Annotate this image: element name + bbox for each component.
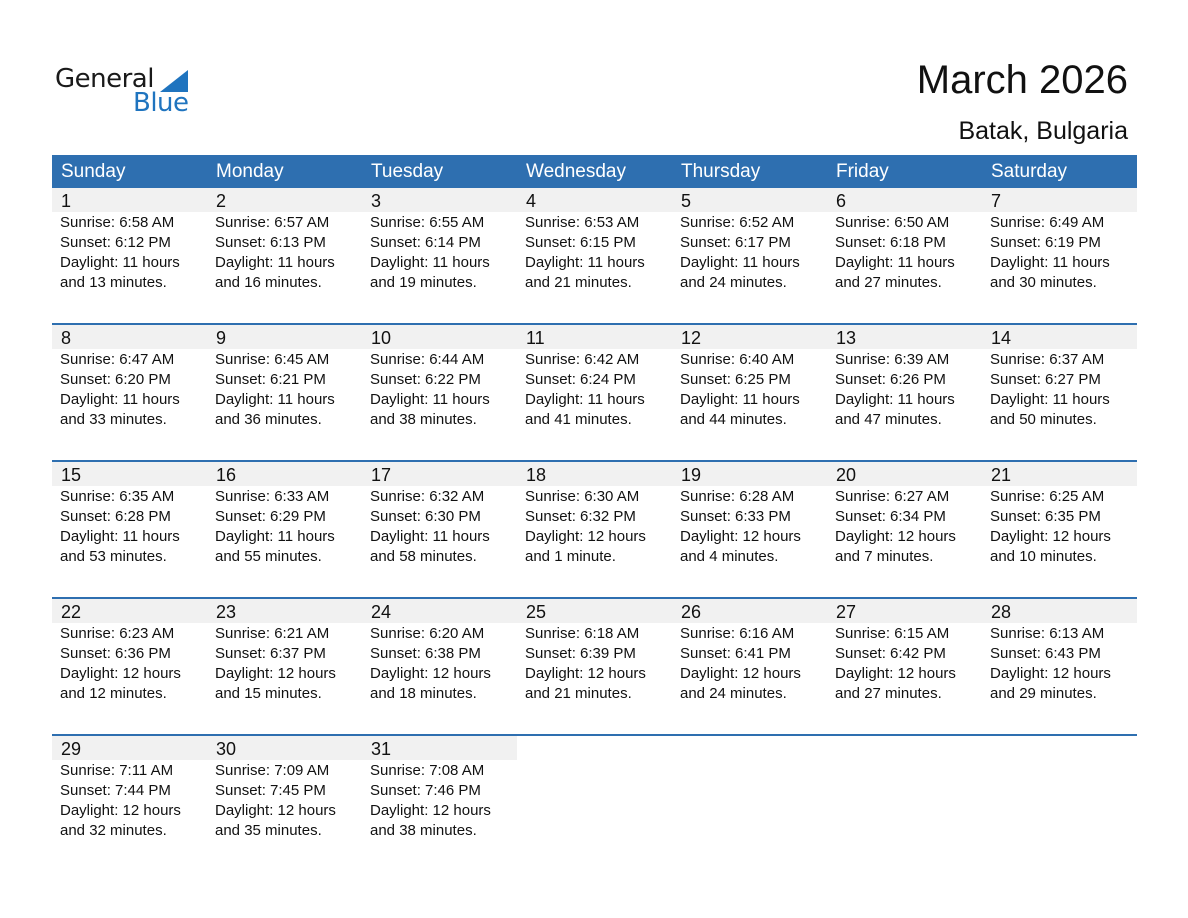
sunset-text: Sunset: 6:20 PM — [60, 371, 171, 388]
daylight-text: Daylight: 12 hours — [525, 528, 646, 545]
sunset-text: Sunset: 6:29 PM — [215, 508, 326, 525]
minutes-text: and 12 minutes. — [60, 685, 167, 702]
day-cell — [982, 486, 1137, 567]
day-cell — [362, 623, 517, 704]
minutes-text: and 36 minutes. — [215, 411, 322, 428]
sunrise-text: Sunrise: 6:15 AM — [835, 625, 950, 642]
daylight-text: Daylight: 12 hours — [680, 528, 801, 545]
day-cell — [362, 486, 517, 567]
empty-day — [827, 736, 982, 760]
sunset-text: Sunset: 6:39 PM — [525, 645, 636, 662]
weekday-header — [52, 155, 1137, 188]
daylight-text: Daylight: 11 hours — [835, 391, 955, 408]
minutes-text: and 47 minutes. — [835, 411, 942, 428]
day-number: 11 — [526, 328, 545, 348]
sunset-text: Sunset: 6:18 PM — [835, 234, 946, 251]
sunset-text: Sunset: 7:46 PM — [370, 782, 481, 799]
empty-cell — [827, 760, 982, 841]
daylight-text: Daylight: 12 hours — [990, 665, 1111, 682]
sunrise-text: Sunrise: 6:55 AM — [370, 214, 485, 231]
sunset-text: Sunset: 6:35 PM — [990, 508, 1101, 525]
daylight-text: Daylight: 12 hours — [835, 528, 956, 545]
daylight-text: Daylight: 11 hours — [370, 391, 490, 408]
daylight-text: Daylight: 11 hours — [990, 254, 1110, 271]
day-cell — [52, 760, 207, 841]
minutes-text: and 7 minutes. — [835, 548, 934, 565]
daylight-text: Daylight: 11 hours — [60, 391, 180, 408]
sunset-text: Sunset: 6:25 PM — [680, 371, 791, 388]
day-number: 10 — [371, 328, 392, 348]
sunrise-text: Sunrise: 6:50 AM — [835, 214, 950, 231]
day-number: 18 — [526, 465, 547, 485]
sunset-text: Sunset: 6:14 PM — [370, 234, 481, 251]
day-number: 1 — [61, 191, 72, 211]
date-strip — [52, 325, 1137, 349]
sunset-text: Sunset: 6:37 PM — [215, 645, 326, 662]
sunrise-text: Sunrise: 6:27 AM — [835, 488, 950, 505]
day-cell — [52, 486, 207, 567]
daylight-text: Daylight: 11 hours — [680, 254, 800, 271]
minutes-text: and 4 minutes. — [680, 548, 779, 565]
sunset-text: Sunset: 6:21 PM — [215, 371, 326, 388]
day-number: 13 — [836, 328, 857, 348]
minutes-text: and 58 minutes. — [370, 548, 477, 565]
sunrise-text: Sunrise: 6:28 AM — [680, 488, 795, 505]
weekday-friday: Friday — [836, 161, 889, 182]
minutes-text: and 18 minutes. — [370, 685, 477, 702]
day-number: 31 — [371, 739, 392, 759]
daylight-text: Daylight: 11 hours — [370, 528, 490, 545]
day-cell — [517, 212, 672, 293]
date-strip — [52, 462, 1137, 486]
minutes-text: and 15 minutes. — [215, 685, 322, 702]
day-number: 4 — [526, 191, 537, 211]
day-cell — [827, 623, 982, 704]
day-number: 22 — [61, 602, 82, 622]
generalblue-logo — [55, 64, 215, 124]
daylight-text: Daylight: 11 hours — [990, 391, 1110, 408]
day-number: 7 — [991, 191, 1002, 211]
minutes-text: and 38 minutes. — [370, 411, 477, 428]
daylight-text: Daylight: 12 hours — [60, 802, 181, 819]
minutes-text: and 24 minutes. — [680, 274, 787, 291]
sunset-text: Sunset: 6:13 PM — [215, 234, 326, 251]
daylight-text: Daylight: 11 hours — [215, 254, 335, 271]
minutes-text: and 50 minutes. — [990, 411, 1097, 428]
sunset-text: Sunset: 6:43 PM — [990, 645, 1101, 662]
day-info-row — [52, 212, 1137, 293]
sunrise-text: Sunrise: 7:08 AM — [370, 762, 485, 779]
day-number: 24 — [371, 602, 392, 622]
sunset-text: Sunset: 6:36 PM — [60, 645, 171, 662]
week-row — [52, 597, 1137, 734]
minutes-text: and 27 minutes. — [835, 274, 942, 291]
page-title: March 2026 — [916, 58, 1128, 102]
minutes-text: and 33 minutes. — [60, 411, 167, 428]
minutes-text: and 41 minutes. — [525, 411, 632, 428]
sunset-text: Sunset: 6:19 PM — [990, 234, 1101, 251]
sunrise-text: Sunrise: 6:32 AM — [370, 488, 485, 505]
sunrise-text: Sunrise: 6:40 AM — [680, 351, 795, 368]
day-number: 16 — [216, 465, 237, 485]
empty-day — [517, 736, 672, 760]
minutes-text: and 21 minutes. — [525, 685, 632, 702]
day-cell — [362, 760, 517, 841]
day-number: 5 — [681, 191, 692, 211]
sunrise-text: Sunrise: 6:45 AM — [215, 351, 330, 368]
date-strip — [52, 736, 1137, 760]
day-info-row — [52, 760, 1137, 841]
day-cell — [207, 760, 362, 841]
day-number: 21 — [991, 465, 1012, 485]
minutes-text: and 35 minutes. — [215, 822, 322, 839]
day-number: 6 — [836, 191, 847, 211]
day-cell — [52, 212, 207, 293]
daylight-text: Daylight: 11 hours — [525, 391, 645, 408]
sunrise-text: Sunrise: 6:52 AM — [680, 214, 795, 231]
sunrise-text: Sunrise: 6:25 AM — [990, 488, 1105, 505]
calendar-grid — [52, 155, 1137, 871]
weekday-saturday: Saturday — [991, 161, 1068, 182]
daylight-text: Daylight: 11 hours — [525, 254, 645, 271]
day-cell — [52, 349, 207, 430]
minutes-text: and 30 minutes. — [990, 274, 1097, 291]
day-cell — [672, 623, 827, 704]
daylight-text: Daylight: 11 hours — [60, 254, 180, 271]
date-strip — [52, 599, 1137, 623]
day-number: 26 — [681, 602, 702, 622]
minutes-text: and 27 minutes. — [835, 685, 942, 702]
day-info-row — [52, 623, 1137, 704]
sunset-text: Sunset: 6:28 PM — [60, 508, 171, 525]
minutes-text: and 44 minutes. — [680, 411, 787, 428]
weekday-sunday: Sunday — [61, 161, 126, 182]
daylight-text: Daylight: 11 hours — [215, 391, 335, 408]
day-cell — [672, 349, 827, 430]
logo-text-blue: Blue — [133, 88, 189, 118]
minutes-text: and 32 minutes. — [60, 822, 167, 839]
minutes-text: and 16 minutes. — [215, 274, 322, 291]
day-info-row — [52, 486, 1137, 567]
day-cell — [982, 349, 1137, 430]
sunset-text: Sunset: 6:33 PM — [680, 508, 791, 525]
day-cell — [517, 623, 672, 704]
day-number: 30 — [216, 739, 237, 759]
sunset-text: Sunset: 6:22 PM — [370, 371, 481, 388]
day-cell — [207, 623, 362, 704]
day-cell — [207, 349, 362, 430]
day-cell — [827, 486, 982, 567]
sunset-text: Sunset: 6:42 PM — [835, 645, 946, 662]
sunrise-text: Sunrise: 6:35 AM — [60, 488, 175, 505]
daylight-text: Daylight: 11 hours — [60, 528, 180, 545]
week-row — [52, 323, 1137, 460]
sunrise-text: Sunrise: 6:44 AM — [370, 351, 485, 368]
minutes-text: and 10 minutes. — [990, 548, 1097, 565]
week-row — [52, 188, 1137, 323]
sunrise-text: Sunrise: 6:47 AM — [60, 351, 175, 368]
sunset-text: Sunset: 6:38 PM — [370, 645, 481, 662]
sunset-text: Sunset: 6:12 PM — [60, 234, 171, 251]
daylight-text: Daylight: 12 hours — [60, 665, 181, 682]
day-cell — [362, 212, 517, 293]
empty-day — [982, 736, 1137, 760]
sunrise-text: Sunrise: 6:37 AM — [990, 351, 1105, 368]
sunrise-text: Sunrise: 6:58 AM — [60, 214, 175, 231]
sunrise-text: Sunrise: 6:57 AM — [215, 214, 330, 231]
weekday-wednesday: Wednesday — [526, 161, 626, 182]
sunrise-text: Sunrise: 7:09 AM — [215, 762, 330, 779]
sunset-text: Sunset: 6:24 PM — [525, 371, 636, 388]
sunset-text: Sunset: 6:41 PM — [680, 645, 791, 662]
weekday-tuesday: Tuesday — [371, 161, 444, 182]
day-number: 28 — [991, 602, 1012, 622]
day-number: 19 — [681, 465, 702, 485]
day-number: 29 — [61, 739, 82, 759]
day-number: 20 — [836, 465, 857, 485]
sunrise-text: Sunrise: 6:30 AM — [525, 488, 640, 505]
calendar-weeks — [52, 188, 1137, 871]
daylight-text: Daylight: 12 hours — [990, 528, 1111, 545]
day-number: 9 — [216, 328, 227, 348]
date-strip — [52, 188, 1137, 212]
sunset-text: Sunset: 6:30 PM — [370, 508, 481, 525]
day-cell — [517, 349, 672, 430]
sunrise-text: Sunrise: 6:23 AM — [60, 625, 175, 642]
day-cell — [672, 486, 827, 567]
day-cell — [672, 212, 827, 293]
weekday-thursday: Thursday — [681, 161, 761, 182]
day-cell — [52, 623, 207, 704]
day-number: 14 — [991, 328, 1012, 348]
daylight-text: Daylight: 11 hours — [370, 254, 490, 271]
day-cell — [362, 349, 517, 430]
day-info-row — [52, 349, 1137, 430]
minutes-text: and 24 minutes. — [680, 685, 787, 702]
sunrise-text: Sunrise: 6:49 AM — [990, 214, 1105, 231]
minutes-text: and 21 minutes. — [525, 274, 632, 291]
sunset-text: Sunset: 6:34 PM — [835, 508, 946, 525]
sunrise-text: Sunrise: 6:18 AM — [525, 625, 640, 642]
minutes-text: and 1 minute. — [525, 548, 616, 565]
logo-text-general: General — [55, 64, 154, 94]
daylight-text: Daylight: 12 hours — [215, 802, 336, 819]
daylight-text: Daylight: 12 hours — [215, 665, 336, 682]
daylight-text: Daylight: 11 hours — [835, 254, 955, 271]
sunrise-text: Sunrise: 6:20 AM — [370, 625, 485, 642]
minutes-text: and 55 minutes. — [215, 548, 322, 565]
sunset-text: Sunset: 6:32 PM — [525, 508, 636, 525]
day-cell — [827, 349, 982, 430]
empty-cell — [672, 760, 827, 841]
sunset-text: Sunset: 6:15 PM — [525, 234, 636, 251]
sunrise-text: Sunrise: 6:33 AM — [215, 488, 330, 505]
sunset-text: Sunset: 7:44 PM — [60, 782, 171, 799]
empty-day — [672, 736, 827, 760]
sunrise-text: Sunrise: 6:16 AM — [680, 625, 795, 642]
sunrise-text: Sunrise: 6:13 AM — [990, 625, 1105, 642]
day-cell — [827, 212, 982, 293]
daylight-text: Daylight: 12 hours — [370, 802, 491, 819]
sunset-text: Sunset: 6:27 PM — [990, 371, 1101, 388]
sunset-text: Sunset: 6:26 PM — [835, 371, 946, 388]
week-row — [52, 460, 1137, 597]
minutes-text: and 19 minutes. — [370, 274, 477, 291]
day-cell — [982, 212, 1137, 293]
minutes-text: and 29 minutes. — [990, 685, 1097, 702]
minutes-text: and 53 minutes. — [60, 548, 167, 565]
day-number: 15 — [61, 465, 82, 485]
day-number: 17 — [371, 465, 392, 485]
daylight-text: Daylight: 12 hours — [835, 665, 956, 682]
weekday-monday: Monday — [216, 161, 284, 182]
daylight-text: Daylight: 12 hours — [370, 665, 491, 682]
day-number: 23 — [216, 602, 237, 622]
sunrise-text: Sunrise: 6:21 AM — [215, 625, 330, 642]
day-number: 27 — [836, 602, 857, 622]
daylight-text: Daylight: 11 hours — [215, 528, 335, 545]
day-number: 8 — [61, 328, 72, 348]
day-cell — [517, 486, 672, 567]
empty-cell — [982, 760, 1137, 841]
empty-cell — [517, 760, 672, 841]
sunset-text: Sunset: 6:17 PM — [680, 234, 791, 251]
day-number: 3 — [371, 191, 382, 211]
daylight-text: Daylight: 12 hours — [525, 665, 646, 682]
sunrise-text: Sunrise: 6:42 AM — [525, 351, 640, 368]
sunrise-text: Sunrise: 6:53 AM — [525, 214, 640, 231]
day-number: 12 — [681, 328, 702, 348]
sunrise-text: Sunrise: 6:39 AM — [835, 351, 950, 368]
day-number: 25 — [526, 602, 547, 622]
sunset-text: Sunset: 7:45 PM — [215, 782, 326, 799]
minutes-text: and 13 minutes. — [60, 274, 167, 291]
minutes-text: and 38 minutes. — [370, 822, 477, 839]
location-label: Batak, Bulgaria — [958, 117, 1128, 145]
day-cell — [207, 486, 362, 567]
sunrise-text: Sunrise: 7:11 AM — [60, 762, 174, 779]
week-row — [52, 734, 1137, 871]
day-cell — [207, 212, 362, 293]
daylight-text: Daylight: 11 hours — [680, 391, 800, 408]
day-number: 2 — [216, 191, 227, 211]
day-cell — [982, 623, 1137, 704]
daylight-text: Daylight: 12 hours — [680, 665, 801, 682]
